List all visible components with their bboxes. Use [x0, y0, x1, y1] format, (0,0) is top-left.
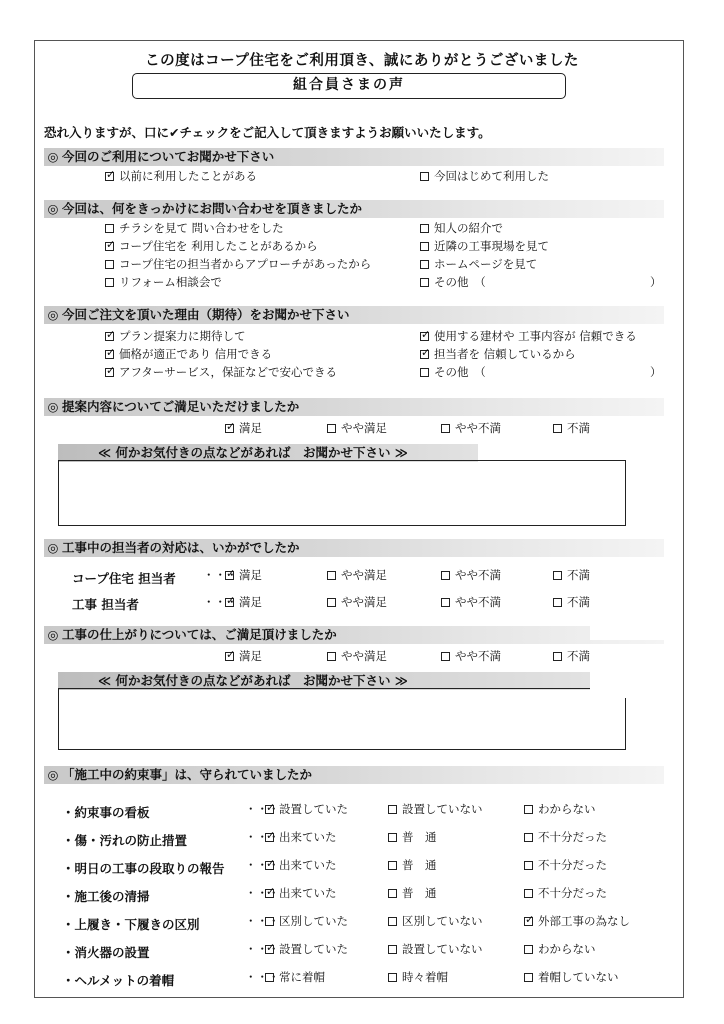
- q2-option-1[interactable]: [105, 238, 318, 254]
- option-label: 出来ていた: [279, 830, 337, 844]
- option-label: 外部工事の為なし: [538, 914, 630, 928]
- q7-row3-option-0[interactable]: [265, 885, 337, 901]
- checkbox-checked[interactable]: [420, 350, 429, 359]
- bullet-icon: ◎: [47, 201, 59, 216]
- checkbox[interactable]: [388, 805, 397, 814]
- q7-row5-option-0[interactable]: [265, 941, 348, 957]
- q7-row6-option-0[interactable]: [265, 969, 325, 985]
- checkbox-checked[interactable]: [265, 889, 274, 898]
- q1-option-1[interactable]: [420, 168, 549, 184]
- checkbox[interactable]: [553, 598, 562, 607]
- checkbox[interactable]: [524, 861, 533, 870]
- checkbox-checked[interactable]: [265, 805, 274, 814]
- option-label: 不満: [567, 649, 590, 663]
- option-label: わからない: [538, 942, 596, 956]
- leader-dots: ・・・: [245, 914, 280, 928]
- checkbox-checked[interactable]: [105, 350, 114, 359]
- section-heading-q4: [44, 398, 664, 416]
- checkbox[interactable]: [524, 805, 533, 814]
- bullet-icon: ◎: [47, 767, 59, 782]
- section-heading-text: 「施工中の約束事」は、守られていましたか: [62, 767, 313, 782]
- q1-option-0[interactable]: [105, 168, 257, 184]
- option-label: その他 （: [434, 365, 486, 379]
- leader-dots: ・・・: [245, 886, 280, 900]
- checkbox[interactable]: [553, 571, 562, 580]
- leader-dots: ・・・: [245, 802, 280, 816]
- option-label: やや満足: [341, 568, 387, 582]
- checkbox-checked[interactable]: [265, 945, 274, 954]
- q7-row4-option-2[interactable]: [524, 913, 630, 929]
- q5-row0-option-2[interactable]: [441, 567, 501, 583]
- q4-option-0[interactable]: [225, 420, 262, 436]
- q3-close-paren: ）: [650, 365, 662, 379]
- q7-row0-option-1[interactable]: [388, 801, 483, 817]
- section-heading-text: 今回のご利用についてお聞かせ下さい: [62, 149, 275, 164]
- q2-option-4[interactable]: [420, 220, 503, 236]
- checkbox-checked[interactable]: [225, 652, 234, 661]
- leader-dots: ・・・: [245, 970, 280, 984]
- q7-row4-option-1[interactable]: [388, 913, 483, 929]
- option-label: 使用する建材や 工事内容が 信頼できる: [434, 329, 637, 343]
- checkbox[interactable]: [105, 260, 114, 269]
- checkbox[interactable]: [388, 889, 397, 898]
- option-label: 不十分だった: [538, 858, 607, 872]
- section-heading-q3: [44, 306, 664, 324]
- checkbox-checked[interactable]: [105, 368, 114, 377]
- section-heading-q6: [44, 626, 664, 644]
- option-label: 区別していない: [402, 914, 483, 928]
- option-label: 価格が適正であり 信用できる: [119, 347, 273, 361]
- checkbox-checked[interactable]: [225, 571, 234, 580]
- option-label: 設置していた: [279, 942, 348, 956]
- option-label: 不十分だった: [538, 830, 607, 844]
- q5-row-label: コープ住宅 担当者: [72, 571, 176, 586]
- option-label: やや不満: [455, 595, 501, 609]
- option-label: 普 通: [402, 830, 437, 844]
- checkbox[interactable]: [420, 368, 429, 377]
- q6-comment-box[interactable]: [58, 688, 626, 750]
- q5-row1-option-3[interactable]: [553, 594, 590, 610]
- checkbox[interactable]: [388, 861, 397, 870]
- checkbox-checked[interactable]: [524, 917, 533, 926]
- option-label: 設置していない: [402, 802, 483, 816]
- option-label: 設置していた: [279, 802, 348, 816]
- q6-option-0[interactable]: [225, 648, 262, 664]
- option-label: 出来ていた: [279, 858, 337, 872]
- checkbox[interactable]: [105, 224, 114, 233]
- leader-dots: ・・・: [203, 568, 238, 582]
- option-label: 不満: [567, 595, 590, 609]
- leader-dots: ・・・: [245, 858, 280, 872]
- checkbox[interactable]: [420, 172, 429, 181]
- q5-row1-option-2[interactable]: [441, 594, 501, 610]
- q4-comment-heading: ≪ 何かお気付きの点などがあれば お聞かせ下さい ≫: [58, 444, 478, 462]
- q4-option-3[interactable]: [553, 420, 590, 436]
- option-label: 常に着帽: [279, 970, 325, 984]
- section-heading-q2: [44, 200, 664, 218]
- option-label: 普 通: [402, 886, 437, 900]
- q7-row1-option-2[interactable]: [524, 829, 607, 845]
- q6-comment-heading: ≪ 何かお気付きの点などがあれば お聞かせ下さい ≫: [58, 672, 590, 690]
- bullet-icon: ◎: [47, 149, 59, 164]
- option-label: 設置していない: [402, 942, 483, 956]
- q3-option-3[interactable]: [420, 328, 637, 344]
- q7-row1-option-1[interactable]: [388, 829, 437, 845]
- checkbox[interactable]: [420, 260, 429, 269]
- q4-option-1[interactable]: [327, 420, 387, 436]
- option-label: 今回はじめて利用した: [434, 169, 549, 183]
- option-label: 知人の紹介で: [434, 221, 503, 235]
- option-label: やや不満: [455, 649, 501, 663]
- option-label: 不満: [567, 421, 590, 435]
- checkbox[interactable]: [265, 917, 274, 926]
- q6-option-2[interactable]: [441, 648, 501, 664]
- option-label: やや満足: [341, 595, 387, 609]
- option-label: 不満: [567, 568, 590, 582]
- option-label: やや不満: [455, 421, 501, 435]
- q7-row2-option-2[interactable]: [524, 857, 607, 873]
- form-subtitle: 組合員さまの声: [132, 73, 566, 99]
- q7-row6-option-1[interactable]: [388, 969, 448, 985]
- checkbox[interactable]: [388, 973, 397, 982]
- q3-option-1[interactable]: [105, 346, 272, 362]
- checkbox[interactable]: [524, 833, 533, 842]
- q7-row5-option-1[interactable]: [388, 941, 483, 957]
- section-heading-text: 工事の仕上がりについては、ご満足頂けましたか: [62, 627, 337, 642]
- checkbox[interactable]: [388, 833, 397, 842]
- q5-row1-option-1[interactable]: [327, 594, 387, 610]
- option-label: わからない: [538, 802, 596, 816]
- q3-option-5[interactable]: [420, 364, 486, 380]
- option-label: リフォーム相談会で: [119, 275, 222, 289]
- option-label: やや満足: [341, 421, 387, 435]
- q6-option-1[interactable]: [327, 648, 387, 664]
- q7-row-label: ・消火器の設置: [62, 945, 150, 960]
- q2-close-paren: ）: [650, 275, 662, 289]
- option-label: チラシを見て 問い合わせをした: [119, 221, 284, 235]
- checkbox[interactable]: [327, 598, 336, 607]
- option-label: 出来ていた: [279, 886, 337, 900]
- q7-row-label: ・明日の工事の段取りの報告: [62, 861, 225, 876]
- checkbox[interactable]: [420, 224, 429, 233]
- bullet-icon: ◎: [47, 627, 59, 642]
- whiteout-patch: [590, 624, 666, 640]
- checkbox[interactable]: [441, 598, 450, 607]
- section-heading-text: 工事中の担当者の対応は、いかがでしたか: [62, 540, 300, 555]
- section-heading-text: 提案内容についてご満足いただけましたか: [62, 399, 300, 414]
- q3-option-2[interactable]: [105, 364, 337, 380]
- checkbox[interactable]: [524, 889, 533, 898]
- q7-row2-option-1[interactable]: [388, 857, 437, 873]
- bullet-icon: ◎: [47, 307, 59, 322]
- q7-row6-option-2[interactable]: [524, 969, 619, 985]
- whiteout-patch: [590, 670, 630, 698]
- q4-comment-box[interactable]: [58, 460, 626, 526]
- checkbox[interactable]: [420, 278, 429, 287]
- q2-option-6[interactable]: [420, 256, 537, 272]
- checkbox[interactable]: [388, 917, 397, 926]
- q5-row-label: 工事 担当者: [72, 597, 139, 612]
- q7-row3-option-1[interactable]: [388, 885, 437, 901]
- q7-row-label: ・施工後の清掃: [62, 889, 150, 904]
- q2-option-0[interactable]: [105, 220, 284, 236]
- q3-option-4[interactable]: [420, 346, 576, 362]
- option-label: プラン提案力に期待して: [119, 329, 246, 343]
- checkbox-checked[interactable]: [420, 332, 429, 341]
- checkbox-checked[interactable]: [265, 833, 274, 842]
- checkbox-checked[interactable]: [105, 332, 114, 341]
- q5-row0-option-1[interactable]: [327, 567, 387, 583]
- option-label: やや不満: [455, 568, 501, 582]
- q2-option-5[interactable]: [420, 238, 549, 254]
- checkbox[interactable]: [420, 242, 429, 251]
- q7-row5-option-2[interactable]: [524, 941, 596, 957]
- option-label: 満足: [239, 421, 262, 435]
- q7-row1-option-0[interactable]: [265, 829, 337, 845]
- checkbox[interactable]: [441, 652, 450, 661]
- option-label: 以前に利用したことがある: [119, 169, 257, 183]
- checkbox[interactable]: [388, 945, 397, 954]
- checkbox[interactable]: [327, 571, 336, 580]
- section-heading-text: 今回は、何をきっかけにお問い合わせを頂きましたか: [62, 201, 363, 216]
- q7-row-label: ・上履き・下履きの区別: [62, 917, 200, 932]
- q5-row0-option-3[interactable]: [553, 567, 590, 583]
- bullet-icon: ◎: [47, 399, 59, 414]
- q7-row-label: ・ヘルメットの着帽: [62, 973, 175, 988]
- leader-dots: ・・・: [203, 595, 238, 609]
- option-label: 満足: [239, 568, 262, 582]
- bullet-icon: ◎: [47, 540, 59, 555]
- section-heading-q7: [44, 766, 664, 784]
- q2-option-3[interactable]: [105, 274, 222, 290]
- checkbox[interactable]: [327, 652, 336, 661]
- q4-option-2[interactable]: [441, 420, 501, 436]
- q7-row-label: ・傷・汚れの防止措置: [62, 833, 188, 848]
- q3-option-0[interactable]: [105, 328, 246, 344]
- q5-row0-option-0[interactable]: [225, 567, 262, 583]
- q6-option-3[interactable]: [553, 648, 590, 664]
- checkbox[interactable]: [327, 424, 336, 433]
- section-heading-q5: [44, 539, 664, 557]
- q5-row1-option-0[interactable]: [225, 594, 262, 610]
- option-label: 時々着帽: [402, 970, 448, 984]
- option-label: コープ住宅を 利用したことがあるから: [119, 239, 318, 253]
- option-label: やや満足: [341, 649, 387, 663]
- checkbox[interactable]: [105, 278, 114, 287]
- checkbox[interactable]: [441, 571, 450, 580]
- checkbox-checked[interactable]: [225, 424, 234, 433]
- q7-row0-option-2[interactable]: [524, 801, 596, 817]
- checkbox[interactable]: [524, 945, 533, 954]
- checkbox[interactable]: [441, 424, 450, 433]
- option-label: 満足: [239, 649, 262, 663]
- checkbox[interactable]: [553, 652, 562, 661]
- checkbox[interactable]: [265, 973, 274, 982]
- section-heading-text: 今回ご注文を頂いた理由（期待）をお聞かせ下さい: [62, 307, 350, 322]
- option-label: 近隣の工事現場を見て: [434, 239, 549, 253]
- option-label: 着帽していない: [538, 970, 619, 984]
- section-heading-q1: [44, 148, 664, 166]
- form-title: この度はコープ住宅をご利用頂き、誠にありがとうございました: [145, 53, 579, 69]
- checkbox-checked[interactable]: [265, 861, 274, 870]
- form-instructions: 恐れ入りますが、口に✔チェックをご記入して頂きますようお願いいたします。: [44, 125, 491, 140]
- option-label: 区別していた: [279, 914, 348, 928]
- q2-option-7[interactable]: [420, 274, 486, 290]
- option-label: ホームページを見て: [434, 257, 538, 271]
- q7-row0-option-0[interactable]: [265, 801, 348, 817]
- option-label: その他 （: [434, 275, 486, 289]
- option-label: 満足: [239, 595, 262, 609]
- checkbox[interactable]: [524, 973, 533, 982]
- option-label: コープ住宅の担当者からアプローチがあったから: [119, 257, 372, 271]
- q2-option-2[interactable]: [105, 256, 371, 272]
- q7-row-label: ・約束事の看板: [62, 805, 150, 820]
- q7-row3-option-2[interactable]: [524, 885, 607, 901]
- checkbox-checked[interactable]: [225, 598, 234, 607]
- leader-dots: ・・・: [245, 942, 280, 956]
- checkbox-checked[interactable]: [105, 242, 114, 251]
- q7-row4-option-0[interactable]: [265, 913, 348, 929]
- option-label: 普 通: [402, 858, 437, 872]
- leader-dots: ・・・: [245, 830, 280, 844]
- option-label: アフターサービス，保証などで安心できる: [119, 365, 338, 379]
- option-label: 不十分だった: [538, 886, 607, 900]
- checkbox-checked[interactable]: [105, 172, 114, 181]
- option-label: 担当者を 信頼しているから: [434, 347, 576, 361]
- q7-row2-option-0[interactable]: [265, 857, 337, 873]
- checkbox[interactable]: [553, 424, 562, 433]
